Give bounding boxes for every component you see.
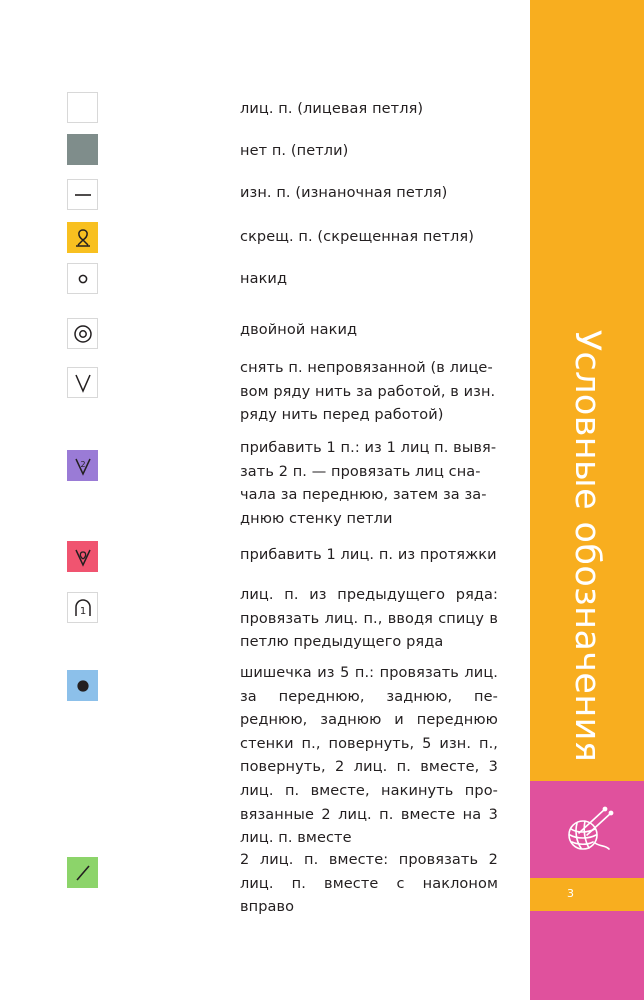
purl-dash-symbol-icon <box>67 179 98 210</box>
legend-text-purl: изн. п. (изнаночная петля) <box>240 185 448 201</box>
legend-text-yarn-over: накид <box>240 271 288 287</box>
svg-text:2: 2 <box>79 459 86 469</box>
increase-from-strand-symbol-icon <box>67 541 98 572</box>
legend-text-increase-front-back: прибавить 1 п.: из 1 лиц п. вывя- зать 2 п. — провязать лиц сна- чала за переднюю, затем за за- днюю стенку петли <box>240 440 497 527</box>
legend-text-no-stitch: нет п. (петли) <box>240 143 349 159</box>
legend-text-crossed: скрещ. п. (скрещенная петля) <box>240 229 474 245</box>
crossed-loop-symbol-icon <box>67 222 98 253</box>
legend-text-double-yarn-over: двойной накид <box>240 322 358 338</box>
no-stitch-gray-symbol-icon <box>67 134 98 165</box>
legend-text-slip: снять п. непровязанной (в лице- вом ряду нить за работой, в изн. ряду нить перед работой) <box>240 360 496 424</box>
legend-text-knit-below: лиц. п. из предыдущего ряда: провязать лиц. п., вводя спицу в петлю предыдущего ряда <box>240 587 498 651</box>
svg-text:1: 1 <box>79 605 86 617</box>
yarn-ball-needles-icon <box>557 805 617 855</box>
knit-below-arch-symbol-icon <box>67 592 98 623</box>
page-number-band <box>530 878 644 911</box>
increase-one-from-one-symbol-icon <box>67 450 98 481</box>
page-number: 3 <box>567 887 574 900</box>
section-title: Условные обозначения <box>567 329 607 763</box>
slip-stitch-v-symbol-icon <box>67 367 98 398</box>
bobble-dot-symbol-icon <box>67 670 98 701</box>
k2tog-right-slant-symbol-icon <box>67 857 98 888</box>
sidebar-bottom-block <box>530 911 644 1000</box>
yarn-over-circle-symbol-icon <box>67 263 98 294</box>
double-yarn-over-symbol-icon <box>67 318 98 349</box>
emblem-block <box>530 781 644 878</box>
legend-text-bobble: шишечка из 5 п.: провязать лиц. за переднюю, заднюю, пе-реднюю, заднюю и переднюю стенки п., повернуть, 5 изн. п., повернуть, 2 лиц. п. вместе, 3 лиц. п. вместе, накинуть про-вязанные 2 лиц. п. вместе на 3 лиц. п. вместе <box>240 665 498 847</box>
legend-text-k2tog: 2 лиц. п. вместе: провязать 2 лиц. п. вместе с наклоном вправо <box>240 852 498 916</box>
legend-text-increase-strand: прибавить 1 лиц. п. из протяжки <box>240 547 497 563</box>
legend-text-knit: лиц. п. (лицевая петля) <box>240 101 424 117</box>
blank-knit-symbol-icon <box>67 92 98 123</box>
